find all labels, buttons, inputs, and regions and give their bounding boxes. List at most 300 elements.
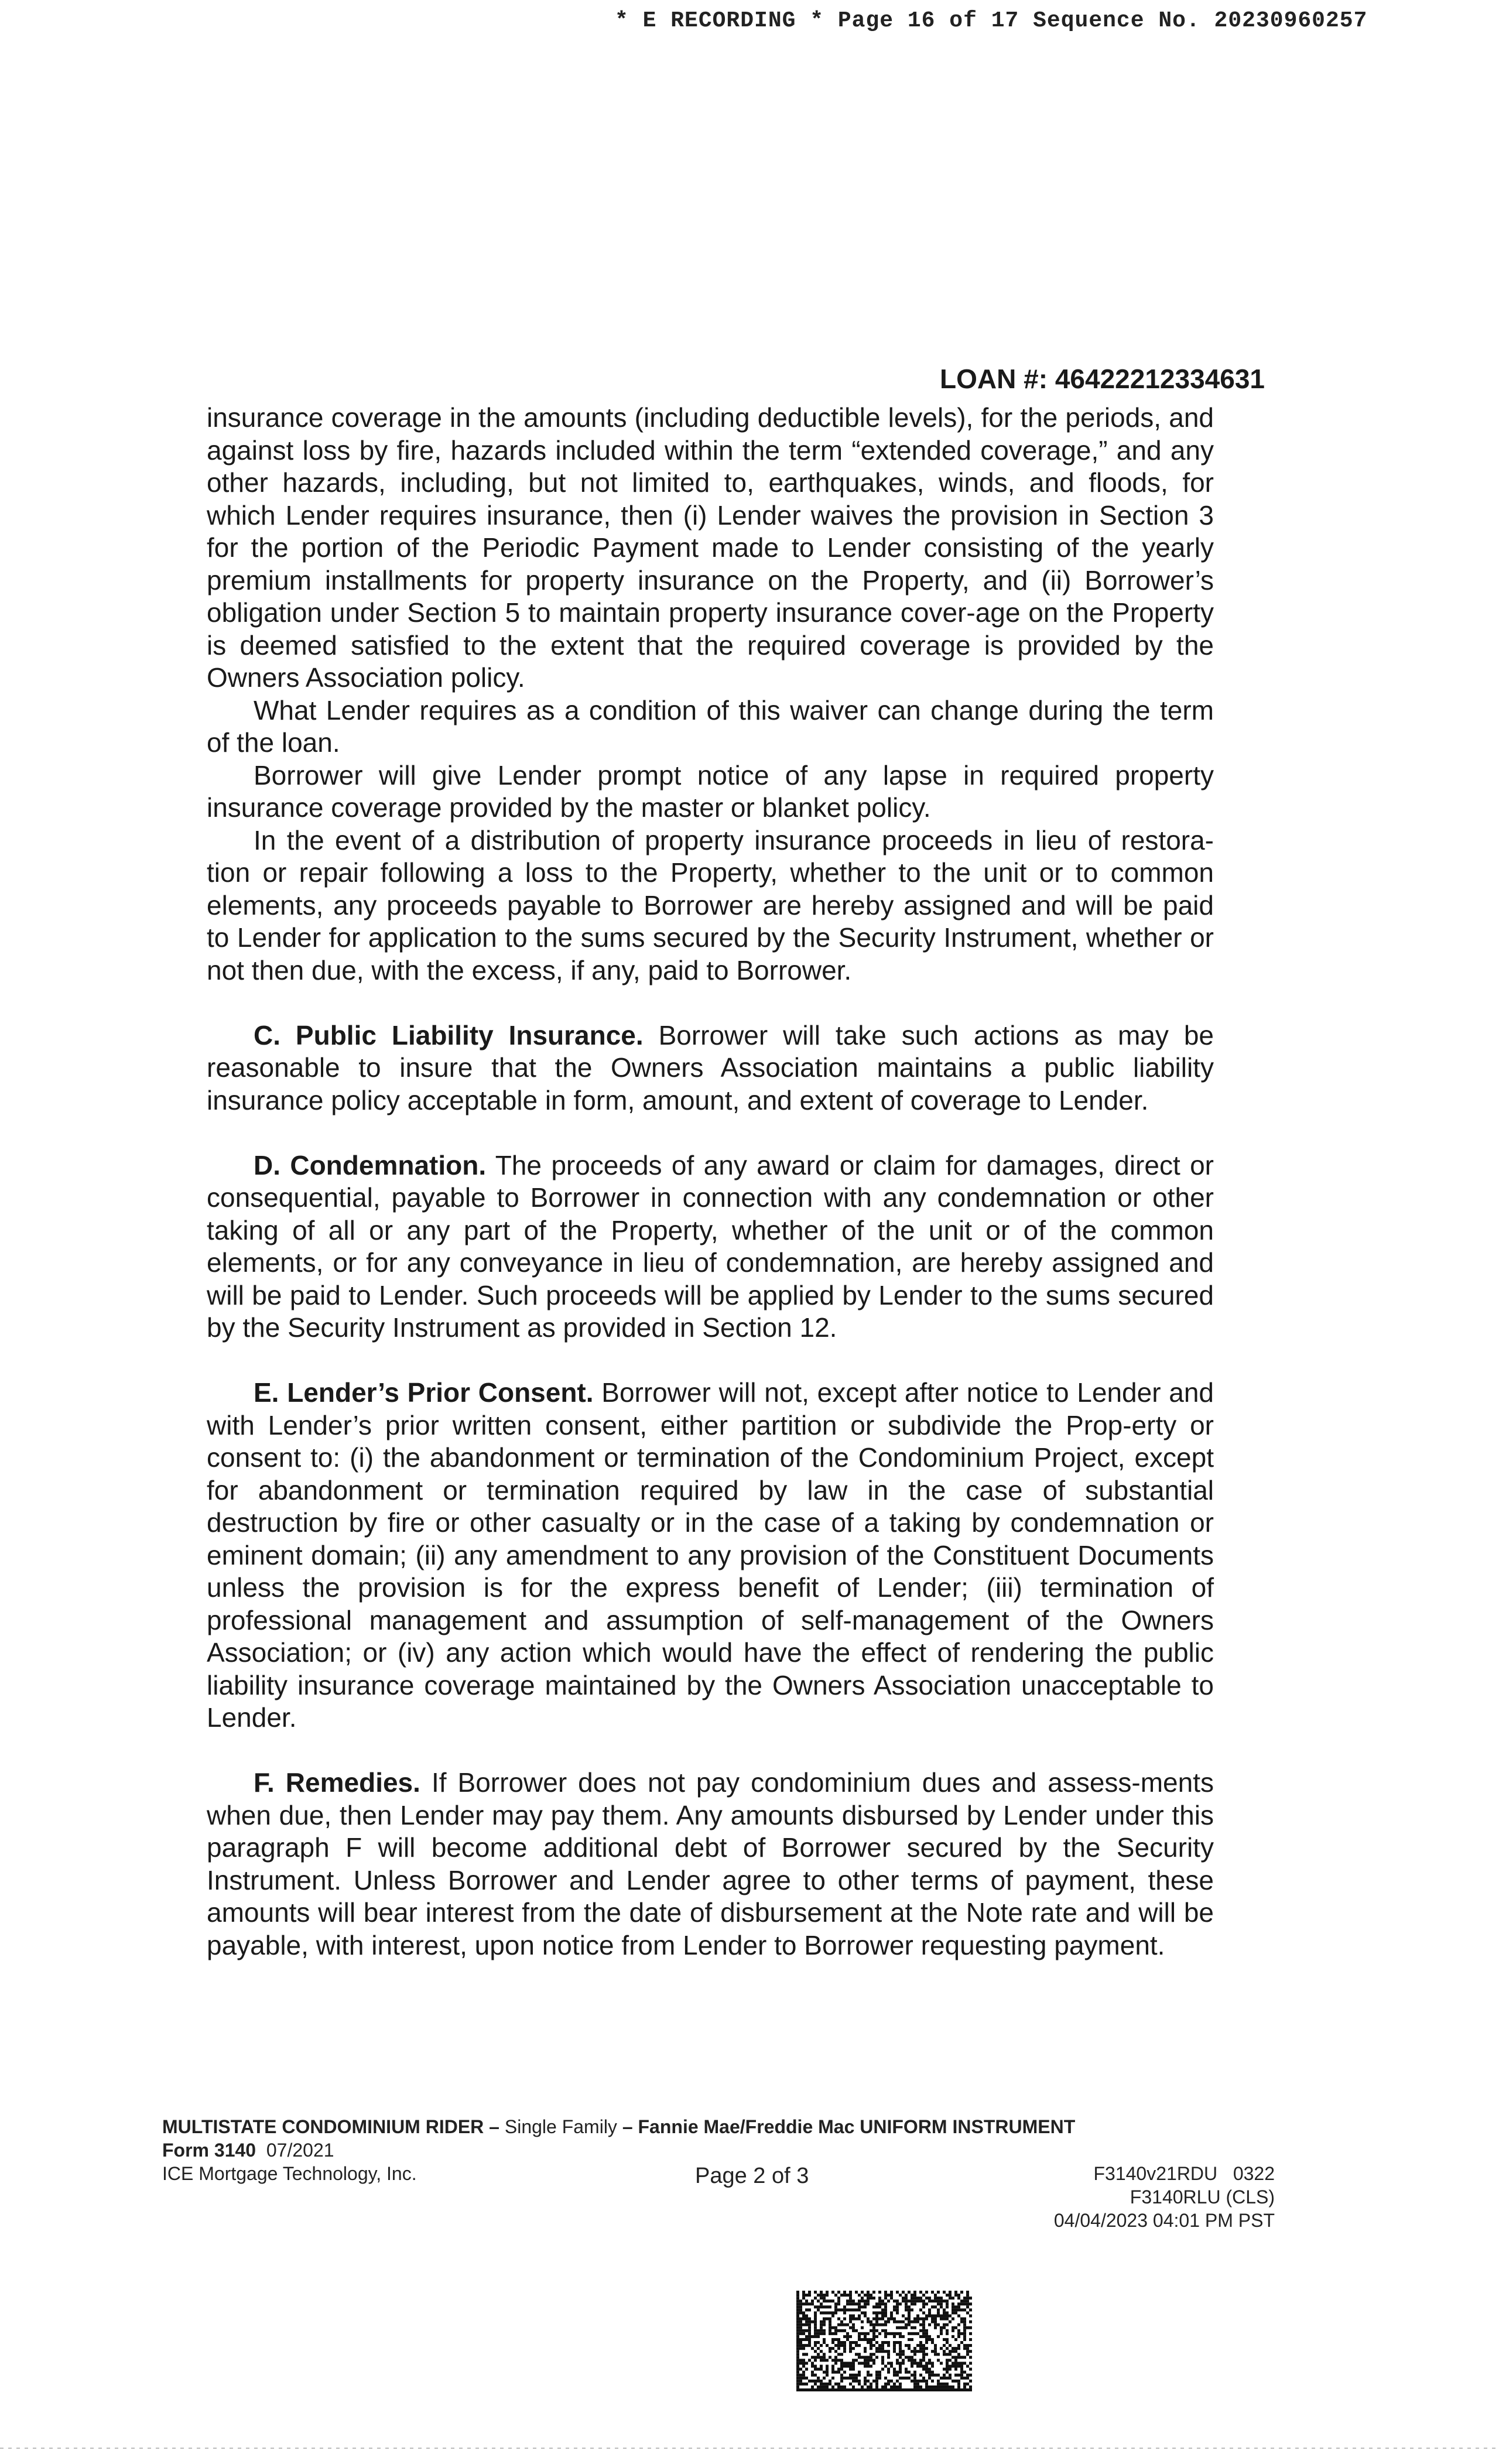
barcode-cell (969, 2350, 972, 2353)
barcode-cell (952, 2297, 954, 2299)
barcode-cell (960, 2364, 963, 2367)
barcode-cell (808, 2388, 811, 2391)
barcode-cell (834, 2338, 837, 2341)
barcode-cell (814, 2329, 817, 2332)
barcode-cell (922, 2350, 925, 2353)
barcode-cell (902, 2314, 905, 2317)
barcode-cell (878, 2332, 881, 2335)
barcode-cell (831, 2377, 834, 2380)
barcode-cell (852, 2341, 855, 2344)
barcode-cell (817, 2305, 820, 2308)
barcode-cell (908, 2338, 911, 2341)
barcode-cell (934, 2294, 937, 2297)
barcode-cell (887, 2368, 890, 2371)
barcode-cell (878, 2347, 881, 2350)
barcode-cell (954, 2338, 957, 2341)
barcode-cell (969, 2302, 972, 2305)
barcode-cell (952, 2350, 954, 2353)
barcode-cell (952, 2388, 954, 2391)
barcode-cell (887, 2383, 890, 2386)
barcode-cell (811, 2356, 814, 2359)
barcode-cell (855, 2308, 858, 2311)
barcode-cell (872, 2297, 875, 2299)
barcode-cell (934, 2314, 937, 2317)
barcode-cell (963, 2326, 966, 2329)
barcode-cell (837, 2338, 840, 2341)
barcode-cell (823, 2332, 826, 2335)
barcode-cell (826, 2383, 829, 2386)
barcode-cell (826, 2371, 829, 2374)
barcode-cell (823, 2311, 826, 2314)
barcode-cell (905, 2344, 908, 2347)
barcode-cell (817, 2347, 820, 2350)
barcode-cell (867, 2299, 870, 2302)
barcode-cell (858, 2383, 861, 2386)
barcode-cell (843, 2386, 846, 2388)
barcode-cell (916, 2299, 919, 2302)
barcode-cell (796, 2335, 799, 2338)
barcode-cell (899, 2350, 902, 2353)
barcode-cell (881, 2308, 884, 2311)
barcode-cell (867, 2359, 870, 2362)
barcode-cell (911, 2297, 913, 2299)
barcode-cell (823, 2318, 826, 2321)
barcode-cell (852, 2388, 855, 2391)
barcode-cell (922, 2299, 925, 2302)
barcode-cell (960, 2377, 963, 2380)
barcode-cell (899, 2368, 902, 2371)
barcode-cell (805, 2377, 808, 2380)
barcode-cell (946, 2347, 949, 2350)
barcode-cell (957, 2332, 960, 2335)
barcode-cell (931, 2338, 934, 2341)
barcode-cell (911, 2321, 913, 2323)
barcode-cell (872, 2335, 875, 2338)
barcode-cell (861, 2291, 864, 2294)
barcode-cell (864, 2362, 867, 2364)
barcode-cell (837, 2371, 840, 2374)
barcode-cell (852, 2326, 855, 2329)
barcode-cell (855, 2318, 858, 2321)
barcode-cell (908, 2371, 911, 2374)
barcode-cell (966, 2388, 969, 2391)
barcode-cell (843, 2335, 846, 2338)
barcode-cell (943, 2368, 946, 2371)
barcode-cell (957, 2302, 960, 2305)
barcode-cell (952, 2356, 954, 2359)
barcode-cell (946, 2299, 949, 2302)
section-d-heading: D. Condemnation. (254, 1149, 487, 1180)
footer-title-part-1: MULTISTATE CONDOMINIUM RIDER – (162, 2116, 499, 2137)
barcode-cell (858, 2353, 861, 2356)
barcode-cell (954, 2311, 957, 2314)
barcode-cell (817, 2353, 820, 2356)
barcode-cell (937, 2291, 940, 2294)
barcode-cell (802, 2323, 805, 2326)
barcode-cell (913, 2332, 916, 2335)
barcode-cell (796, 2383, 799, 2386)
barcode-cell (893, 2318, 896, 2321)
barcode-cell (896, 2362, 899, 2364)
barcode-cell (831, 2299, 834, 2302)
barcode-cell (864, 2311, 867, 2314)
barcode-cell (870, 2338, 872, 2341)
barcode-cell (902, 2321, 905, 2323)
barcode-cell (896, 2291, 899, 2294)
barcode-cell (864, 2356, 867, 2359)
barcode-cell (849, 2388, 852, 2391)
barcode-cell (870, 2359, 872, 2362)
barcode-cell (881, 2386, 884, 2388)
barcode-cell (928, 2308, 931, 2311)
barcode-cell (943, 2386, 946, 2388)
barcode-cell (808, 2338, 811, 2341)
barcode-cell (937, 2323, 940, 2326)
barcode-cell (896, 2341, 899, 2344)
barcode-cell (826, 2311, 829, 2314)
barcode-cell (913, 2362, 916, 2364)
barcode-cell (814, 2323, 817, 2326)
barcode-cell (899, 2356, 902, 2359)
barcode-cell (852, 2329, 855, 2332)
barcode-cell (875, 2335, 878, 2338)
barcode-cell (814, 2332, 817, 2335)
barcode-cell (805, 2318, 808, 2321)
barcode-cell (922, 2294, 925, 2297)
barcode-cell (969, 2314, 972, 2317)
barcode-cell (884, 2341, 887, 2344)
barcode-cell (908, 2308, 911, 2311)
barcode-cell (925, 2329, 928, 2332)
barcode-cell (943, 2291, 946, 2294)
barcode-cell (884, 2383, 887, 2386)
barcode-cell (949, 2291, 952, 2294)
section-f (207, 1767, 1214, 1962)
barcode-cell (966, 2305, 969, 2308)
barcode-cell (943, 2326, 946, 2329)
barcode-cell (881, 2341, 884, 2344)
barcode-cell (802, 2332, 805, 2335)
barcode-cell (814, 2368, 817, 2371)
section-d-text: The proceeds of any award or claim for damages, direct or consequential, payable to Borrower in connection with any condemnation or other taking of all or any part of the Property, whether of the unit or of the common elements, or for any conveyance in lieu of condemnation, are hereby assigned and will be paid to Lender. Such proceeds will be applied by Lender to the sums secured by the Security Instrument as provided in Section 12. (207, 1149, 1214, 1343)
barcode-cell (946, 2318, 949, 2321)
barcode-cell (966, 2377, 969, 2380)
barcode-cell (858, 2299, 861, 2302)
barcode-cell (911, 2294, 913, 2297)
barcode-cell (946, 2368, 949, 2371)
barcode-cell (911, 2359, 913, 2362)
barcode-cell (875, 2356, 878, 2359)
barcode-cell (899, 2353, 902, 2356)
barcode-cell (890, 2332, 893, 2335)
barcode-cell (913, 2326, 916, 2329)
barcode-cell (931, 2374, 934, 2377)
barcode-cell (852, 2308, 855, 2311)
footer-timestamp: 04/04/2023 04:01 PM PST (1053, 2210, 1275, 2231)
barcode-cell (826, 2359, 829, 2362)
barcode-cell (820, 2383, 823, 2386)
barcode-cell (867, 2294, 870, 2297)
barcode-cell (867, 2380, 870, 2383)
barcode-cell (843, 2323, 846, 2326)
barcode-cell (846, 2299, 849, 2302)
barcode-cell (811, 2386, 814, 2388)
barcode-cell (946, 2362, 949, 2364)
barcode-cell (849, 2297, 852, 2299)
barcode-cell (820, 2291, 823, 2294)
barcode-cell (799, 2308, 802, 2311)
barcode-cell (805, 2344, 808, 2347)
barcode-cell (963, 2329, 966, 2332)
barcode-cell (817, 2299, 820, 2302)
barcode-cell (802, 2329, 805, 2332)
barcode-cell (896, 2326, 899, 2329)
barcode-cell (878, 2388, 881, 2391)
barcode-cell (840, 2364, 843, 2367)
barcode-cell (849, 2344, 852, 2347)
barcode-cell (884, 2308, 887, 2311)
barcode-cell (846, 2323, 849, 2326)
barcode-cell (808, 2323, 811, 2326)
barcode-cell (896, 2299, 899, 2302)
barcode-cell (887, 2321, 890, 2323)
barcode-cell (919, 2380, 922, 2383)
barcode-cell (796, 2314, 799, 2317)
barcode-cell (846, 2362, 849, 2364)
barcode-cell (922, 2323, 925, 2326)
barcode-cell (855, 2329, 858, 2332)
barcode-cell (855, 2344, 858, 2347)
barcode-cell (867, 2302, 870, 2305)
barcode-cell (963, 2388, 966, 2391)
barcode-cell (843, 2364, 846, 2367)
barcode-cell (823, 2294, 826, 2297)
barcode-cell (916, 2318, 919, 2321)
barcode-cell (846, 2338, 849, 2341)
barcode-cell (908, 2291, 911, 2294)
document-body (207, 402, 1214, 1962)
barcode-cell (931, 2380, 934, 2383)
barcode-cell (925, 2386, 928, 2388)
barcode-cell (896, 2359, 899, 2362)
barcode-cell (831, 2291, 834, 2294)
barcode-cell (949, 2368, 952, 2371)
barcode-cell (925, 2364, 928, 2367)
barcode-cell (946, 2338, 949, 2341)
barcode-cell (855, 2359, 858, 2362)
barcode-cell (931, 2362, 934, 2364)
barcode-cell (952, 2364, 954, 2367)
barcode-cell (928, 2311, 931, 2314)
barcode-cell (826, 2294, 829, 2297)
barcode-cell (855, 2341, 858, 2344)
barcode-cell (843, 2388, 846, 2391)
barcode-cell (934, 2323, 937, 2326)
barcode-cell (913, 2388, 916, 2391)
barcode-cell (802, 2291, 805, 2294)
barcode-cell (852, 2302, 855, 2305)
barcode-cell (864, 2314, 867, 2317)
barcode-cell (867, 2332, 870, 2335)
barcode-cell (902, 2362, 905, 2364)
barcode-cell (849, 2364, 852, 2367)
paragraph-insurance-coverage: insurance coverage in the amounts (including deductible levels), for the periods, and against loss by fire, hazards included within the term “extended coverage,” and any other hazards, including, but not limited to, earthquakes, winds, and floods, for which Lender requires insurance, then (i) Lender waives the provision in Section 3 for the portion of the Periodic Payment made to Lender consisting of the yearly premium installments for property insurance on the Property, and (ii) Borrower’s obligation under Section 5 to maintain property insurance cover-age on the Property is deemed satisfied to the extent that the required coverage is provided by the Owners Association policy. (207, 402, 1214, 693)
barcode-cell (963, 2344, 966, 2347)
barcode-cell (864, 2294, 867, 2297)
barcode-cell (831, 2371, 834, 2374)
barcode-cell (905, 2297, 908, 2299)
barcode-cell (808, 2308, 811, 2311)
barcode-cell (966, 2364, 969, 2367)
barcode-cell (808, 2318, 811, 2321)
barcode-cell (837, 2323, 840, 2326)
barcode-cell (954, 2308, 957, 2311)
barcode-cell (829, 2350, 831, 2353)
barcode-cell (861, 2321, 864, 2323)
barcode-cell (858, 2362, 861, 2364)
barcode-cell (922, 2356, 925, 2359)
barcode-cell (960, 2388, 963, 2391)
barcode-cell (864, 2364, 867, 2367)
barcode-cell (840, 2329, 843, 2332)
barcode-cell (960, 2318, 963, 2321)
barcode-cell (899, 2335, 902, 2338)
barcode-cell (916, 2380, 919, 2383)
barcode-cell (852, 2368, 855, 2371)
barcode-cell (872, 2291, 875, 2294)
barcode-cell (843, 2311, 846, 2314)
barcode-cell (896, 2311, 899, 2314)
barcode-cell (823, 2305, 826, 2308)
barcode-cell (943, 2383, 946, 2386)
barcode-cell (831, 2386, 834, 2388)
barcode-cell (799, 2332, 802, 2335)
barcode-cell (808, 2380, 811, 2383)
barcode-cell (928, 2299, 931, 2302)
barcode-cell (864, 2335, 867, 2338)
barcode-cell (896, 2321, 899, 2323)
footer-form-label: Form 3140 (162, 2140, 256, 2161)
barcode-cell (837, 2308, 840, 2311)
barcode-cell (805, 2388, 808, 2391)
barcode-cell (963, 2299, 966, 2302)
barcode-cell (911, 2388, 913, 2391)
barcode-cell (913, 2294, 916, 2297)
barcode-cell (902, 2359, 905, 2362)
barcode-cell (849, 2302, 852, 2305)
barcode-cell (802, 2297, 805, 2299)
barcode-cell (916, 2364, 919, 2367)
barcode-cell (805, 2299, 808, 2302)
barcode-cell (817, 2335, 820, 2338)
barcode-cell (952, 2362, 954, 2364)
barcode-cell (913, 2347, 916, 2350)
barcode-cell (881, 2344, 884, 2347)
barcode-cell (837, 2299, 840, 2302)
barcode-cell (925, 2368, 928, 2371)
barcode-cell (946, 2302, 949, 2305)
barcode-cell (823, 2338, 826, 2341)
barcode-cell (943, 2299, 946, 2302)
barcode-cell (949, 2321, 952, 2323)
barcode-cell (840, 2308, 843, 2311)
barcode-cell (890, 2318, 893, 2321)
barcode-cell (796, 2311, 799, 2314)
footer-form-id (162, 2138, 1275, 2162)
barcode-cell (919, 2299, 922, 2302)
barcode-cell (796, 2388, 799, 2391)
barcode-cell (896, 2388, 899, 2391)
barcode-cell (867, 2318, 870, 2321)
barcode-cell (799, 2323, 802, 2326)
barcode-cell (799, 2377, 802, 2380)
barcode-cell (855, 2380, 858, 2383)
barcode-cell (928, 2359, 931, 2362)
scan-edge-line (0, 2448, 1499, 2449)
barcode-cell (852, 2377, 855, 2380)
barcode-cell (966, 2374, 969, 2377)
barcode-cell (922, 2329, 925, 2332)
barcode-cell (928, 2314, 931, 2317)
barcode-cell (893, 2299, 896, 2302)
barcode-cell (858, 2332, 861, 2335)
barcode-cell (826, 2368, 829, 2371)
barcode-cell (878, 2323, 881, 2326)
barcode-cell (829, 2305, 831, 2308)
barcode-cell (843, 2344, 846, 2347)
barcode-cell (870, 2383, 872, 2386)
barcode-cell (881, 2323, 884, 2326)
barcode-cell (908, 2321, 911, 2323)
barcode-cell (814, 2291, 817, 2294)
barcode-cell (963, 2356, 966, 2359)
barcode-cell (799, 2374, 802, 2377)
barcode-cell (943, 2318, 946, 2321)
barcode-cell (837, 2297, 840, 2299)
barcode-cell (861, 2305, 864, 2308)
barcode-cell (940, 2377, 943, 2380)
barcode-cell (867, 2291, 870, 2294)
barcode-cell (925, 2388, 928, 2391)
barcode-cell (846, 2388, 849, 2391)
barcode-cell (811, 2362, 814, 2364)
barcode-cell (849, 2368, 852, 2371)
barcode-cell (829, 2318, 831, 2321)
barcode-cell (902, 2353, 905, 2356)
barcode-cell (796, 2321, 799, 2323)
barcode-cell (872, 2318, 875, 2321)
barcode-cell (937, 2314, 940, 2317)
barcode-cell (849, 2335, 852, 2338)
barcode-cell (817, 2377, 820, 2380)
barcode-cell (899, 2362, 902, 2364)
barcode-cell (902, 2291, 905, 2294)
barcode-cell (925, 2341, 928, 2344)
barcode-cell (829, 2311, 831, 2314)
barcode-cell (963, 2332, 966, 2335)
barcode-cell (887, 2380, 890, 2383)
barcode-cell (919, 2386, 922, 2388)
barcode-cell (966, 2311, 969, 2314)
barcode-cell (837, 2318, 840, 2321)
barcode-cell (940, 2386, 943, 2388)
barcode-cell (937, 2335, 940, 2338)
barcode-cell (884, 2302, 887, 2305)
barcode-cell (928, 2297, 931, 2299)
barcode-cell (899, 2294, 902, 2297)
barcode-cell (940, 2318, 943, 2321)
barcode-cell (905, 2377, 908, 2380)
